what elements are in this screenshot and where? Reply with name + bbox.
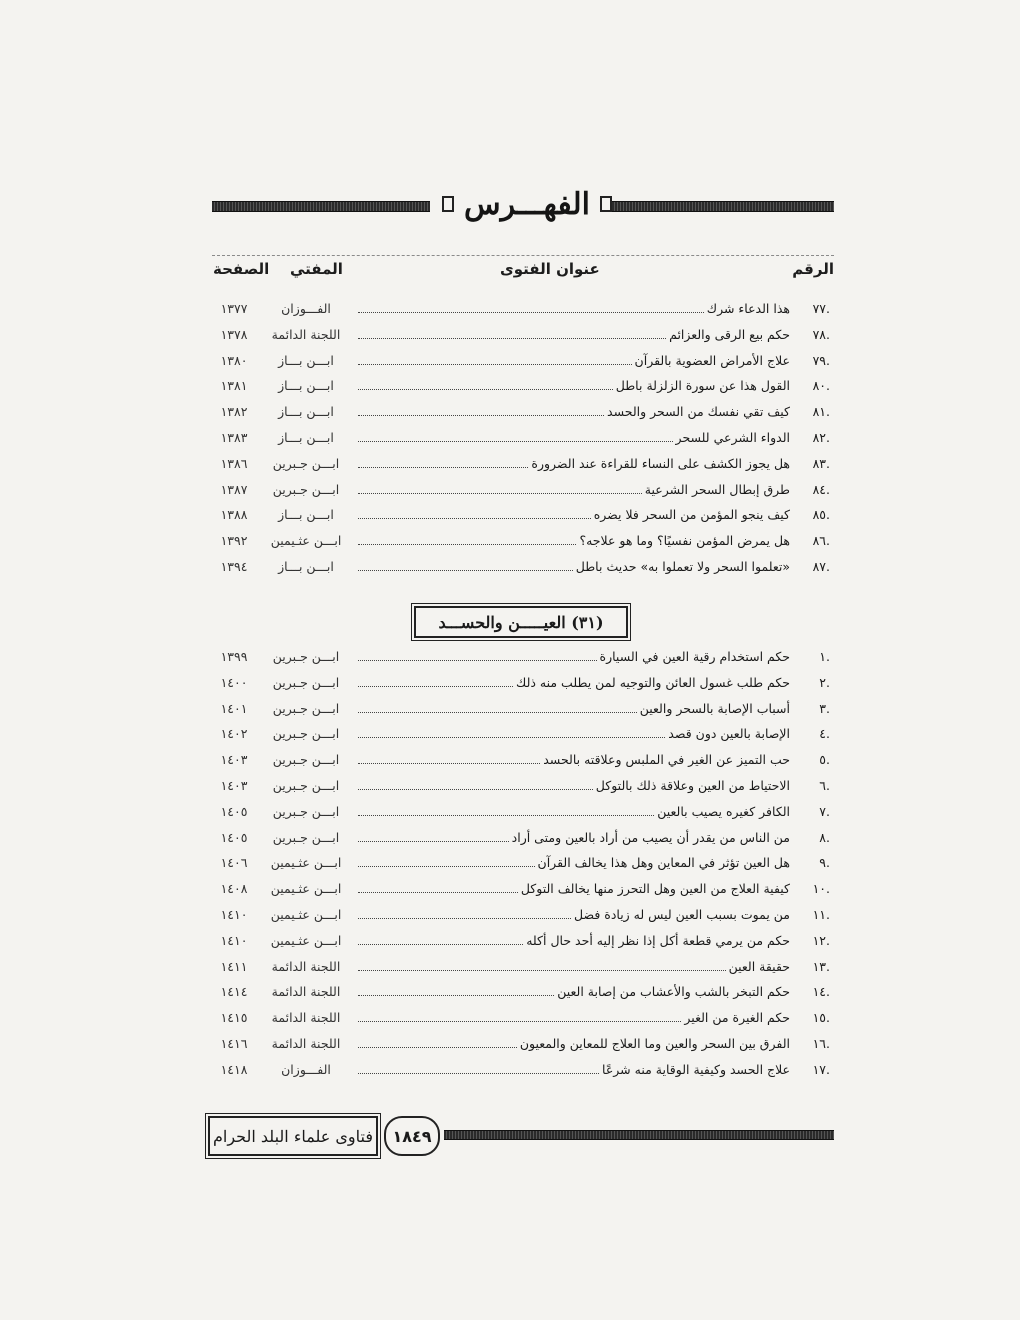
entry-title-cell xyxy=(358,482,790,497)
entry-number: ١٧. xyxy=(812,1061,830,1077)
entry-mufti: ابـــن جـبرين xyxy=(272,700,340,716)
entry-title-cell xyxy=(358,933,790,948)
entry-title-cell xyxy=(358,301,790,316)
entry-page: ١٤٠٦ xyxy=(220,855,248,871)
entry-title-cell xyxy=(358,533,790,548)
footer-rule xyxy=(444,1130,834,1140)
entry-page: ١٣٨٦ xyxy=(220,455,248,471)
entry-mufti: ابـــن جـبرين xyxy=(272,674,340,690)
index-entry xyxy=(210,959,836,985)
dot-leader xyxy=(358,389,613,390)
entry-title: القول هذا عن سورة الزلزلة باطل xyxy=(615,378,790,394)
index-entry xyxy=(210,559,836,585)
entry-number: ٨١. xyxy=(812,404,830,420)
entry-number: ١٣. xyxy=(812,958,830,974)
entry-number: ٧. xyxy=(819,803,830,819)
entry-number: ١٠. xyxy=(812,881,830,897)
index-title: الفهـــرس xyxy=(463,186,591,222)
entry-title: هل يجوز الكشف على النساء للقراءة عند الضرورة xyxy=(531,455,790,471)
index-entry xyxy=(210,804,836,830)
entry-title-cell xyxy=(358,378,790,393)
entry-title: الدواء الشرعي للسحر xyxy=(675,429,790,445)
index-entry xyxy=(210,752,836,778)
index-entry xyxy=(210,855,836,881)
book-title: فتاوى علماء البلد الحرام xyxy=(208,1116,378,1156)
entry-page: ١٣٨٧ xyxy=(220,481,248,497)
entry-title: هل العين تؤثر في المعاين وهل هذا يخالف القرآن xyxy=(537,855,790,871)
index-entry xyxy=(210,984,836,1010)
entry-title: الإصابة بالعين دون قصد xyxy=(668,726,790,742)
dot-leader xyxy=(358,312,704,313)
dot-leader xyxy=(358,995,554,996)
index-entry xyxy=(210,456,836,482)
index-title-group xyxy=(442,182,612,226)
index-entry xyxy=(210,881,836,907)
entry-number: ٢. xyxy=(819,674,830,690)
index-entry xyxy=(210,327,836,353)
dot-leader xyxy=(358,441,673,442)
entry-title: «تعلموا السحر ولا تعملوا به» حديث باطل xyxy=(575,558,790,574)
index-entry xyxy=(210,933,836,959)
entry-mufti: اللجنة الدائمة xyxy=(271,1010,341,1026)
entry-title-cell xyxy=(358,881,790,896)
entry-page: ١٤٠٠ xyxy=(220,674,248,690)
dot-leader xyxy=(358,1073,599,1074)
entry-mufti: ابـــن جـبرين xyxy=(272,649,340,664)
entry-page: ١٤٠٨ xyxy=(220,881,248,897)
index-header xyxy=(212,182,834,226)
entry-title: حكم بيع الرقى والعزائم xyxy=(669,326,790,342)
header-rule-right xyxy=(612,201,834,212)
entry-title: كيف ينجو المؤمن من السحر فلا يضره xyxy=(593,507,790,523)
entry-page: ١٤١٥ xyxy=(220,1010,248,1026)
dot-leader xyxy=(358,1047,517,1048)
index-entry xyxy=(210,726,836,752)
entry-title-cell xyxy=(358,456,790,471)
entry-mufti: اللجنة الدائمة xyxy=(271,326,341,342)
column-header-title: عنوان الفتوى xyxy=(500,260,600,278)
dot-leader xyxy=(358,970,726,971)
entry-number: ١. xyxy=(819,649,830,664)
entry-number: ٨٥. xyxy=(812,507,830,523)
entry-title-cell xyxy=(358,959,790,974)
entry-mufti: اللجنة الدائمة xyxy=(271,984,341,1000)
entry-page: ١٣٨٨ xyxy=(220,507,248,523)
column-header-page: الصفحة xyxy=(213,260,270,278)
dot-leader xyxy=(358,467,528,468)
entry-title-cell xyxy=(358,404,790,419)
entry-title-cell xyxy=(358,778,790,793)
column-header-number: الرقم xyxy=(792,260,834,278)
dot-leader xyxy=(358,763,540,764)
entry-page: ١٤٠٥ xyxy=(220,803,248,819)
column-header-mufti: المفتي xyxy=(290,260,343,278)
entry-title: طرق إبطال السحر الشرعية xyxy=(644,481,790,497)
index-entry xyxy=(210,482,836,508)
entry-title-cell xyxy=(358,559,790,574)
entry-mufti: ابـــن جـبرين xyxy=(272,777,340,793)
dot-leader xyxy=(358,866,535,867)
entry-title-cell xyxy=(358,649,790,664)
entry-mufti: ابـــن عثـيمين xyxy=(270,906,342,922)
entry-title: الاحتياط من العين وعلاقة ذلك بالتوكل xyxy=(595,777,790,793)
entry-title-cell xyxy=(358,1036,790,1051)
dot-leader xyxy=(358,918,571,919)
entry-mufti: ابـــن عثـيمين xyxy=(270,533,342,549)
entry-number: ٣. xyxy=(819,700,830,716)
entry-title: علاج الأمراض العضوية بالقرآن xyxy=(634,352,790,368)
entry-title-cell xyxy=(358,507,790,522)
index-entry xyxy=(210,301,836,327)
entry-title-cell xyxy=(358,830,790,845)
entry-number: ٨٣. xyxy=(812,455,830,471)
entry-mufti: ابـــن عثـيمين xyxy=(270,855,342,871)
entry-title-cell xyxy=(358,752,790,767)
entry-page: ١٣٨٣ xyxy=(220,429,248,445)
entry-title-cell xyxy=(358,1010,790,1025)
entry-number: ٨. xyxy=(819,829,830,845)
dot-leader xyxy=(358,686,513,687)
entry-title-cell xyxy=(358,353,790,368)
entry-title-cell xyxy=(358,855,790,870)
header-divider xyxy=(212,255,834,256)
dot-leader xyxy=(358,944,523,945)
entry-page: ١٤٠٣ xyxy=(220,752,248,768)
page-number: ١٨٤٩ xyxy=(384,1116,440,1156)
entry-mufti: ابـــن جـبرين xyxy=(272,455,340,471)
dot-leader xyxy=(358,415,604,416)
entry-number: ٨٤. xyxy=(812,481,830,497)
entry-page: ١٤١٠ xyxy=(220,906,248,922)
entry-number: ٧٨. xyxy=(812,326,830,342)
entry-page: ١٣٨٠ xyxy=(220,352,248,368)
entry-page: ١٤١٨ xyxy=(220,1061,248,1077)
entry-mufti: الفـــوزان xyxy=(281,1061,331,1077)
entry-number: ٨٢. xyxy=(812,429,830,445)
entry-title: من يموت بسبب العين ليس له زيادة فضل xyxy=(574,906,790,922)
entry-number: ١٢. xyxy=(812,932,830,948)
entry-title-cell xyxy=(358,804,790,819)
dot-leader xyxy=(358,712,637,713)
dot-leader xyxy=(358,815,654,816)
dot-leader xyxy=(358,518,591,519)
entry-page: ١٤٠٢ xyxy=(220,726,248,742)
entry-page: ١٣٧٧ xyxy=(220,301,248,316)
entry-page: ١٣٩٤ xyxy=(220,558,248,574)
index-entry xyxy=(210,675,836,701)
entry-page: ١٤١٦ xyxy=(220,1035,248,1051)
entry-page: ١٤١١ xyxy=(220,958,248,974)
page-footer xyxy=(208,1116,834,1160)
entry-title-cell xyxy=(358,726,790,741)
entry-page: ١٣٨٢ xyxy=(220,404,248,420)
entry-title-cell xyxy=(358,984,790,999)
entry-number: ١١. xyxy=(812,906,830,922)
dot-leader xyxy=(358,338,666,339)
index-entry xyxy=(210,778,836,804)
index-entry xyxy=(210,1010,836,1036)
section-heading: (٣١) العيـــــن والحســـد xyxy=(414,606,628,638)
entry-page: ١٤١٤ xyxy=(220,984,248,1000)
entry-page: ١٤٠١ xyxy=(220,700,248,716)
index-entry xyxy=(210,830,836,856)
entry-title-cell xyxy=(358,327,790,342)
dot-leader xyxy=(358,493,642,494)
dot-leader xyxy=(358,544,576,545)
entry-mufti: ابـــن عثـيمين xyxy=(270,932,342,948)
index-entry xyxy=(210,701,836,727)
entry-number: ٦. xyxy=(819,777,830,793)
entry-title: علاج الحسد وكيفية الوقاية منه شرعًا xyxy=(602,1061,790,1077)
dot-leader xyxy=(358,789,593,790)
entry-mufti: ابـــن بـــاز xyxy=(278,558,334,574)
entry-title: حكم طلب غسول العائن والتوجيه لمن يطلب منه ذلك xyxy=(516,674,790,690)
index-entry xyxy=(210,533,836,559)
entry-title-cell xyxy=(358,701,790,716)
index-entry xyxy=(210,1036,836,1062)
entry-mufti: ابـــن جـبرين xyxy=(272,829,340,845)
entry-mufti: ابـــن بـــاز xyxy=(278,429,334,445)
entry-title-cell xyxy=(358,430,790,445)
entry-page: ١٣٧٨ xyxy=(220,326,248,342)
entry-title: أسباب الإصابة بالسحر والعين xyxy=(639,700,790,716)
header-rule-left xyxy=(212,201,430,212)
entry-title: هذا الدعاء شرك xyxy=(706,301,790,316)
index-entry xyxy=(210,404,836,430)
entry-title-cell xyxy=(358,1062,790,1077)
entry-title: حكم من يرمي قطعة أكل إذا نظر إليه أحد حال أكله xyxy=(526,932,790,948)
entry-title-cell xyxy=(358,675,790,690)
index-entry xyxy=(210,353,836,379)
entry-mufti: اللجنة الدائمة xyxy=(271,1035,341,1051)
entry-mufti: ابـــن جـبرين xyxy=(272,726,340,742)
dot-leader xyxy=(358,892,518,893)
entry-title: الكافر كغيره يصيب بالعين xyxy=(657,803,790,819)
entry-number: ٥. xyxy=(819,752,830,768)
dot-leader xyxy=(358,364,632,365)
entry-title: حكم الغيرة من الغير xyxy=(684,1010,790,1026)
entry-page: ١٤١٠ xyxy=(220,932,248,948)
entry-number: ٧٩. xyxy=(812,352,830,368)
entry-title: الفرق بين السحر والعين وما العلاج للمعاين والمعيون xyxy=(519,1035,790,1051)
square-ornament-icon xyxy=(442,196,454,212)
entry-mufti: ابـــن بـــاز xyxy=(278,352,334,368)
entry-number: ٧٧. xyxy=(812,301,830,316)
entry-title: من الناس من يقدر أن يصيب من أراد بالعين ومتى أراد xyxy=(511,829,790,845)
entry-number: ١٥. xyxy=(812,1010,830,1026)
entry-title: حقيقة العين xyxy=(728,958,790,974)
entry-title: حكم التبخر بالشب والأعشاب من إصابة العين xyxy=(557,984,790,1000)
entry-page: ١٣٩٢ xyxy=(220,533,248,549)
index-entry xyxy=(210,1062,836,1088)
entry-title: حكم استخدام رقية العين في السيارة xyxy=(599,649,790,664)
entry-title: هل يمرض المؤمن نفسيًا؟ وما هو علاجه؟ xyxy=(579,533,790,549)
dot-leader xyxy=(358,1021,681,1022)
entry-page: ١٤٠٣ xyxy=(220,777,248,793)
entry-mufti: اللجنة الدائمة xyxy=(271,958,341,974)
entry-mufti: الفـــوزان xyxy=(281,301,331,316)
index-entry xyxy=(210,378,836,404)
entry-title: كيفية العلاج من العين وهل التحرز منها يخالف التوكل xyxy=(520,881,790,897)
entry-number: ٩. xyxy=(819,855,830,871)
index-entry xyxy=(210,907,836,933)
entry-mufti: ابـــن بـــاز xyxy=(278,404,334,420)
entry-number: ٤. xyxy=(819,726,830,742)
entry-page: ١٣٨١ xyxy=(220,378,248,394)
index-entry xyxy=(210,507,836,533)
entry-mufti: ابـــن جـبرين xyxy=(272,803,340,819)
dot-leader xyxy=(358,570,573,571)
dot-leader xyxy=(358,660,597,661)
entry-mufti: ابـــن جـبرين xyxy=(272,481,340,497)
entry-title: كيف تقي نفسك من السحر والحسد xyxy=(607,404,790,420)
entry-mufti: ابـــن بـــاز xyxy=(278,378,334,394)
index-entry xyxy=(210,430,836,456)
entry-mufti: ابـــن بـــاز xyxy=(278,507,334,523)
index-entry xyxy=(210,649,836,675)
entry-page: ١٣٩٩ xyxy=(220,649,248,664)
index-list-group1 xyxy=(210,301,836,585)
entry-number: ١٤. xyxy=(812,984,830,1000)
entry-mufti: ابـــن جـبرين xyxy=(272,752,340,768)
entry-title: حب التميز عن الغير في الملبس وعلاقته بالحسد xyxy=(543,752,790,768)
entry-number: ٨٠. xyxy=(812,378,830,394)
square-ornament-icon xyxy=(600,196,612,212)
entry-mufti: ابـــن عثـيمين xyxy=(270,881,342,897)
entry-number: ١٦. xyxy=(812,1035,830,1051)
entry-title-cell xyxy=(358,907,790,922)
index-list-group2 xyxy=(210,649,836,1088)
dot-leader xyxy=(358,737,665,738)
dot-leader xyxy=(358,841,509,842)
entry-number: ٨٦. xyxy=(812,533,830,549)
entry-number: ٨٧. xyxy=(812,558,830,574)
entry-page: ١٤٠٥ xyxy=(220,829,248,845)
